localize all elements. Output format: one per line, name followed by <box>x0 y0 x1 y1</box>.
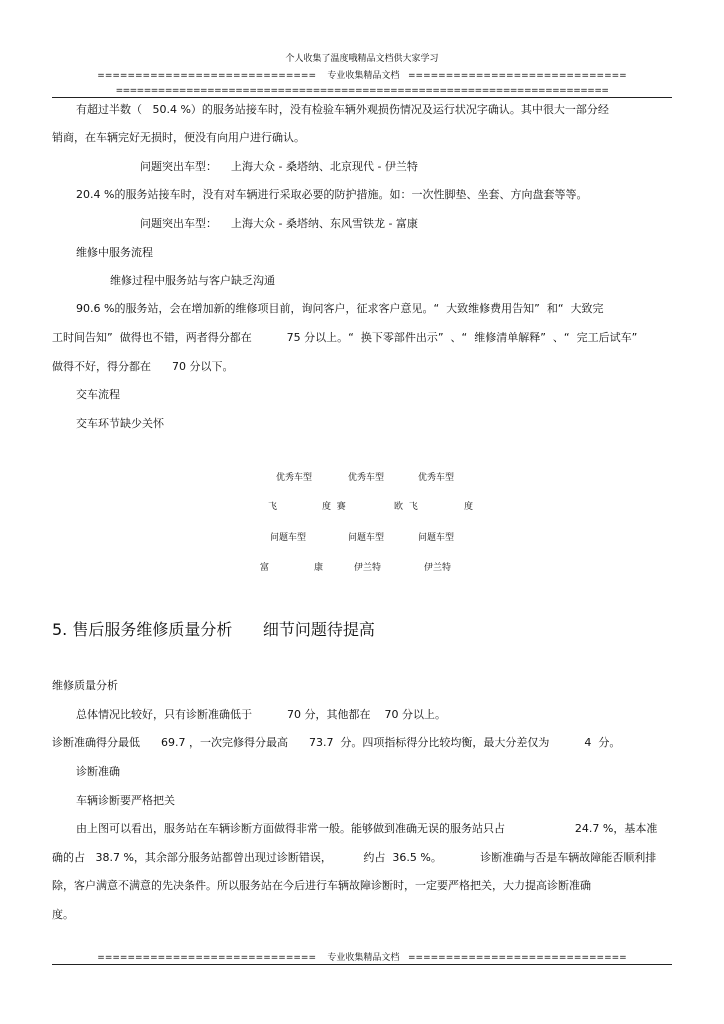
footer-divider <box>52 964 672 965</box>
paragraph-3-line-1: 90.6 %的服务站，会在增加新的维修项目前，询问客户，征求客户意见。“ 大致维修费用告知” 和“ 大致完 <box>76 302 604 315</box>
paragraph-5-line-3: 除，客户满意不满意的先决条件。所以服务站在今后进行车辆故障诊断时，一定要严格把关，大力提高诊断准确 <box>52 879 591 892</box>
problem-models-1: 问题突出车型： 上海大众 - 桑塔纳、北京现代 - 伊兰特 <box>140 160 418 173</box>
paragraph-4-line-2: 诊断准确得分最低 69.7 ，一次完修得分最高 73.7 分。四项指标得分比较均衡，最大分差仅为 4 分。 <box>52 736 621 749</box>
paragraph-3-line-3: 做得不好，得分都在 70 分以下。 <box>52 360 234 373</box>
table-cell-problem-model-3: 伊兰特 <box>354 563 382 573</box>
paragraph-5-line-1: 由上图可以看出，服务站在车辆诊断方面做得非常一般。能够做到准确无误的服务站只占 24.7 %，基本准 <box>76 822 658 835</box>
table-cell-problem-model-2: 康 <box>314 563 324 573</box>
paragraph-5-line-4: 度。 <box>52 908 74 921</box>
paragraph-5-line-2: 确的占 38.7 %，其余部分服务站都曾出现过诊断错误， 约占 36.5 %。 诊断准确与否是车辆故障能否顺利排 <box>52 851 657 864</box>
table-cell-excellent-1: 优秀车型 <box>276 473 313 483</box>
table-cell-excellent-2: 优秀车型 <box>348 473 385 483</box>
section-delivery-subtitle: 交车环节缺少关怀 <box>76 417 164 430</box>
section-repair-subtitle: 维修过程中服务站与客户缺乏沟通 <box>110 274 275 287</box>
subsection-diagnosis-subtitle: 车辆诊断要严格把关 <box>76 794 175 807</box>
table-cell-model-2: 度 赛 <box>322 502 346 512</box>
section-5-subheading: 维修质量分析 <box>52 679 118 692</box>
table-cell-model-1: 飞 <box>268 502 278 512</box>
section-delivery-process: 交车流程 <box>76 388 120 401</box>
section-repair-process: 维修中服务流程 <box>76 246 153 259</box>
table-cell-problem-3: 问题车型 <box>418 533 455 543</box>
page-header-title: 个人收集了温度哦精品文档供大家学习 <box>285 54 439 64</box>
header-divider <box>52 97 672 98</box>
table-cell-model-4: 度 <box>464 502 474 512</box>
paragraph-3-line-2: 工时间告知” 做得也不错，两者得分都在 75 分以上。“ 换下零部件出示” 、“ 维修清单解释” 、“ 完工后试车” <box>52 331 638 344</box>
table-cell-excellent-3: 优秀车型 <box>418 473 455 483</box>
header-equals-line: ====================================================================== <box>115 86 609 96</box>
table-cell-problem-2: 问题车型 <box>348 533 385 543</box>
table-cell-problem-model-4: 伊兰特 <box>424 563 452 573</box>
paragraph-1-line-1: 有超过半数（ 50.4 %）的服务站接车时，没有检验车辆外观损伤情况及运行状况字确认。其中很大一部分经 <box>76 103 609 116</box>
table-cell-problem-1: 问题车型 <box>270 533 307 543</box>
subsection-diagnosis: 诊断准确 <box>76 765 120 778</box>
table-cell-model-3: 欧 飞 <box>394 502 418 512</box>
footer-banner: ============================= 专业收集精品文档 ============================= <box>97 953 627 963</box>
table-cell-problem-model-1: 富 <box>260 563 270 573</box>
paragraph-4-line-1: 总体情况比较好，只有诊断准确低于 70 分，其他都在 70 分以上。 <box>76 708 446 721</box>
header-banner: ============================= 专业收集精品文档 ============================= <box>97 71 627 81</box>
paragraph-2-line-1: 20.4 %的服务站接车时，没有对车辆进行采取必要的防护措施。如：一次性脚垫、坐套、方向盘套等等。 <box>76 188 588 201</box>
problem-models-2: 问题突出车型： 上海大众 - 桑塔纳、东风雪铁龙 - 富康 <box>140 217 418 230</box>
paragraph-1-line-2: 销商，在车辆完好无损时，便没有向用户进行确认。 <box>52 131 305 144</box>
section-5-heading: 5. 售后服务维修质量分析 细节问题待提高 <box>52 620 375 639</box>
